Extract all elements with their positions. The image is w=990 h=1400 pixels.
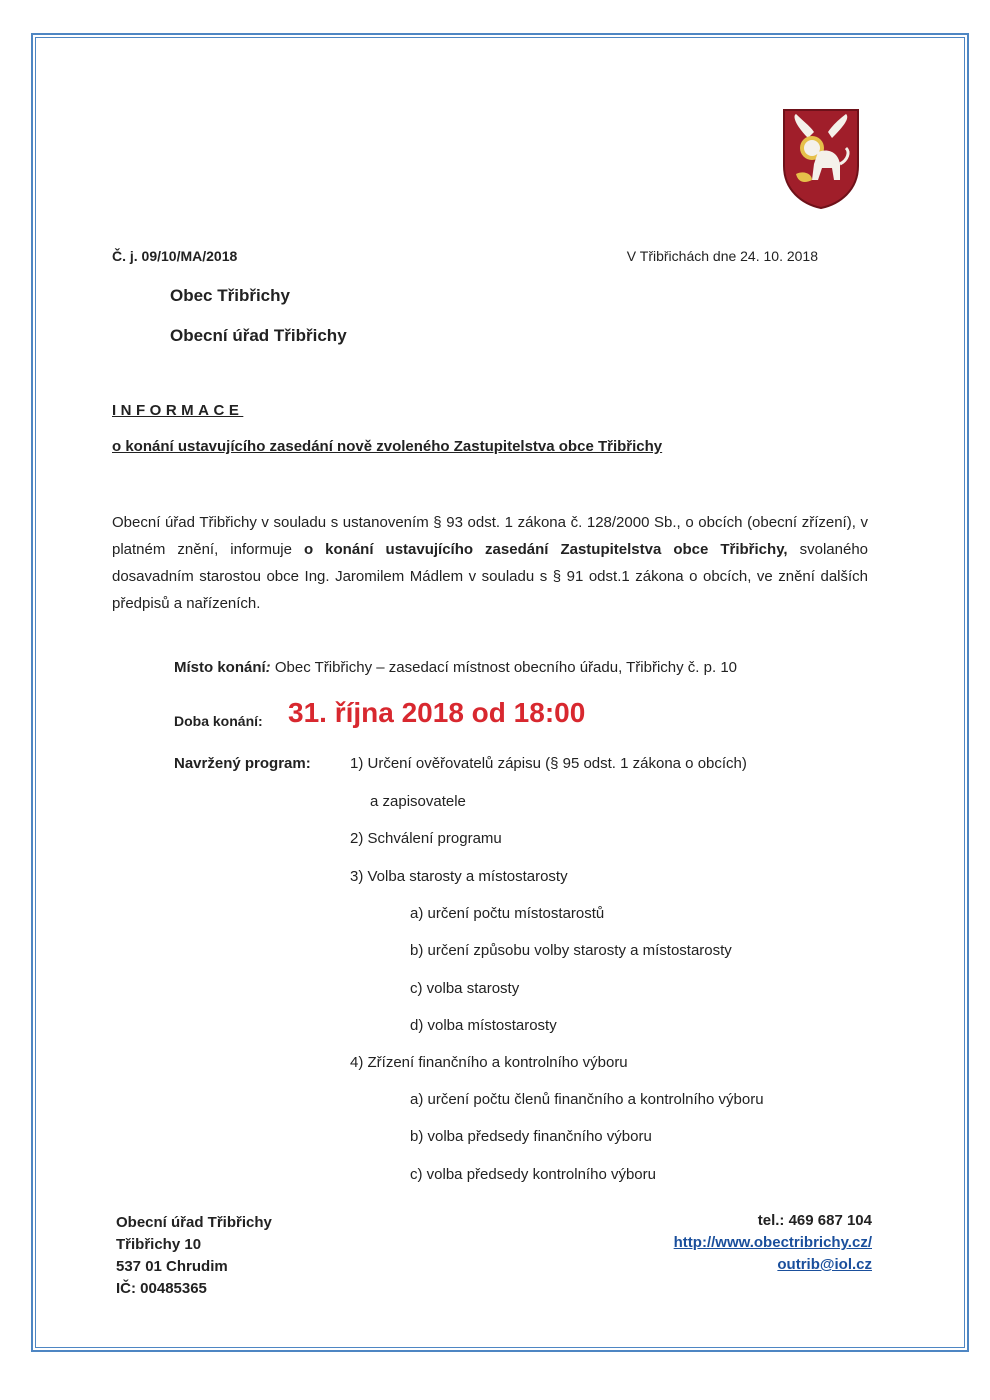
program-item: a zapisovatele xyxy=(370,793,466,810)
winged-lion-shield-icon xyxy=(782,108,860,210)
municipality-name: Obec Třibřichy xyxy=(170,286,290,305)
program-subitem: a) určení počtu členů finančního a kontrolního výboru xyxy=(410,1091,764,1108)
document-subheading: o konání ustavujícího zasedání nově zvoleného Zastupitelstva obce Třibřichy xyxy=(112,438,663,455)
program-item: 1) Určení ověřovatelů zápisu (§ 95 odst. 1 zákona o obcích) xyxy=(350,755,747,772)
program-subitem: c) volba předsedy kontrolního výboru xyxy=(410,1166,656,1183)
program-item: 2) Schválení programu xyxy=(350,830,502,847)
program-item: 4) Zřízení finančního a kontrolního výboru xyxy=(350,1054,628,1071)
email-link[interactable]: outrib@iol.cz xyxy=(777,1256,872,1273)
intro-text-start: Obecní úřad Třibřichy v souladu s ustanovením § 93 odst. 1 zákona č. 128/2000 Sb., o obcích (obecní zřízení), v platném znění, informuje xyxy=(112,514,868,558)
intro-text-end: svolaného dosavadním starostou obce Ing. Jaromilem Mádlem v souladu s § 91 odst.1 zákona o obcích, ve znění dalších předpisů a nařízeních. xyxy=(112,541,868,612)
program-subitem: c) volba starosty xyxy=(410,980,520,997)
program-subitem: b) určení způsobu volby starosty a místostarosty xyxy=(410,942,732,959)
footer-contact xyxy=(674,1210,872,1276)
footer-company-id: IČ: 00485365 xyxy=(116,1280,207,1297)
program-subitem: d) volba místostarosty xyxy=(410,1017,557,1034)
meeting-place-value: Obec Třibřichy – zasedací místnost obecního úřadu, Třibřichy č. p. 10 xyxy=(270,659,738,676)
meeting-time-value: 31. října 2018 od 18:00 xyxy=(288,697,586,728)
page-frame-inner xyxy=(35,37,965,1348)
reference-number: Č. j. 09/10/MA/2018 xyxy=(112,248,238,264)
footer-address xyxy=(116,1212,272,1300)
footer-office: Obecní úřad Třibřichy xyxy=(116,1214,272,1231)
meeting-time-label: Doba konání: xyxy=(174,713,263,729)
website-link[interactable]: http://www.obectribrichy.cz/ xyxy=(673,1234,872,1251)
program-label: Navržený program: xyxy=(174,755,311,772)
intro-paragraph xyxy=(112,509,868,617)
meeting-place-label: Místo konání: xyxy=(174,659,271,676)
meeting-place xyxy=(174,659,737,676)
municipal-office-name: Obecní úřad Třibřichy xyxy=(170,326,347,345)
document-heading: INFORMACE xyxy=(112,402,244,419)
program-item: 3) Volba starosty a místostarosty xyxy=(350,868,568,885)
footer-street: Třibřichy 10 xyxy=(116,1236,202,1253)
footer-city: 537 01 Chrudim xyxy=(116,1258,228,1275)
intro-text-bold: o konání ustavujícího zasedání Zastupitelstva obce Třibřichy, xyxy=(303,541,788,558)
document-date: V Třibřichách dne 24. 10. 2018 xyxy=(626,248,818,264)
program-subitem: a) určení počtu místostarostů xyxy=(410,905,605,922)
program-subitem: b) volba předsedy finančního výboru xyxy=(410,1128,652,1145)
footer-phone: tel.: 469 687 104 xyxy=(757,1212,872,1229)
